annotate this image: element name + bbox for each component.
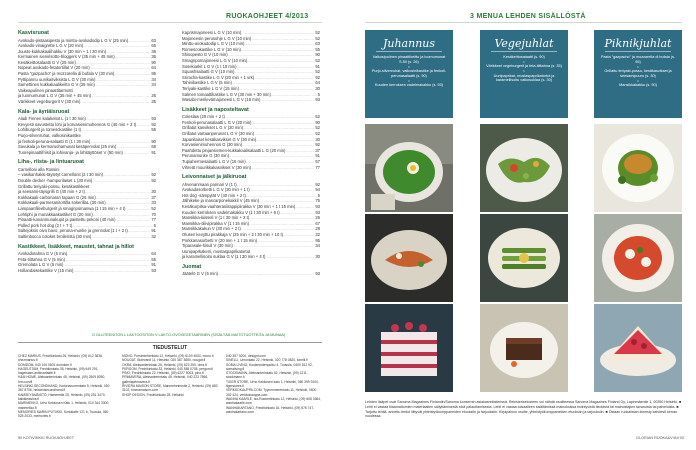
info-entry: SOMA LIVING, Koulenmäenpolku 4, Tuusula, 0400 512 92, somaliving.fi: [226, 362, 313, 371]
page-number: 90: [151, 138, 156, 144]
info-column: [226, 354, 322, 418]
leader-dots: [73, 268, 150, 274]
recipe-name: Avokadosorbetti L G V (30 min + 1 t): [182, 187, 250, 193]
page-number: 26: [151, 93, 156, 99]
header-rule-left: [18, 22, 322, 23]
page-number: 55: [315, 46, 320, 52]
photo-asparagus-dish: [480, 214, 568, 302]
recipe-name: Pyttipannu uunikasviksista L G V (30 min): [18, 76, 96, 82]
info-column: [122, 354, 218, 418]
page-number: 92: [151, 177, 156, 183]
recipe-name: Värikkeet vegeburgerit V (30 min): [18, 99, 81, 105]
info-entry: HAGELSTAM, Fredrikinkatu 35, Helsinki, (09) 649 291, hagelstam-antikvariaatti.fi: [18, 366, 99, 376]
recipe-name: Kukkakaali-parmesanitortilla sokerillaL (30 min): [18, 200, 106, 206]
section-title: Leivonnaiset ja jälkiruoat: [182, 174, 247, 181]
recipe-entry: [182, 271, 320, 277]
page-number: 68: [151, 144, 156, 150]
info-entry: PERGOM, Fredrikinkatu 33, Helsinki, 040 555 0705, pergom.fi: [122, 366, 214, 371]
recipe-name: Paahdettu pinjansiemen-kukkakaalisalaatti L G (20 min): [182, 147, 286, 153]
info-entry: OKRA, Aleksanterinkatu 26, Helsinki, (09) 623 250, okra.fi: [122, 362, 207, 367]
photo-fish-dish: [365, 214, 453, 302]
recipe-name: Samettinen kukkakaalikeitto G V (25 min): [18, 82, 95, 88]
page-number: 55: [151, 127, 156, 133]
leader-dots: [260, 97, 314, 103]
recipe-name: Mansikka-kiisseli V (1 t 30 min + 2 t): [182, 215, 250, 221]
recipe-name: Hot dog -sämpylät V (40 min + 2 t): [182, 192, 246, 198]
recipe-name: Kuuden kerroksen vadelmakakku V (1 t 30 min + 6 t): [182, 209, 280, 215]
recipe-name: Sosekiarkit L G V (1 t 10 min): [182, 63, 237, 69]
menu-bullet: •: [637, 77, 639, 83]
recipe-name: Fenkoli-perunasalaatti L G V (20 min): [182, 119, 252, 125]
menu-dish: Pasta "gazpacho" ja mozzarella di bufala (s. 95): [600, 55, 676, 64]
recipe-name: Wasabi-merilevämajoneesi L G V (15 min): [182, 97, 261, 103]
menu-card-juhannus: [365, 30, 453, 118]
menu-dish: Kesäkeittosalaatti (s. 90): [503, 55, 545, 59]
recipe-name: Saltimbocca cotoket broilerista (30 min): [18, 233, 92, 239]
recipe-name: Vihreät muurikkakasvikset V (30 min): [182, 164, 252, 170]
page-number: 26: [315, 215, 320, 221]
info-entry: SINELLI, Umonkatu 22, Helsinki, 020 778 0820, sinelli.fi: [226, 358, 308, 363]
recipe-name: Porkkanasorbetti V (20 min + 1 t 15 min): [182, 237, 258, 243]
recipe-name: Kesäkeittosalaatti G V (25 min): [18, 59, 76, 65]
recipe-name: Pulled pork hot dog (2 t + 7 t): [18, 222, 73, 228]
recipe-name: ja seesami-täysgrilli G (40 min + 2 t): [18, 189, 85, 195]
page-number: 92: [315, 181, 320, 187]
recipe-name: Tiparasale-hisuli V (30 min): [182, 243, 233, 249]
page-number: 91: [315, 63, 320, 69]
recipe-name: Perunamunke G (30 min): [182, 153, 230, 159]
menu-dish: Purjo-silvenruhat, valkosinikastike ja fenkoli-perunasalaatti (s. 90): [371, 69, 447, 78]
recipe-name: Teriyaki-kastike L G V (15 min): [182, 85, 239, 91]
page-number: 30: [315, 254, 320, 260]
recipe-name: Lampaanfileeburgerit ja smagnpomanwa (1 t 15 min + 4 t): [18, 205, 126, 211]
page-number: 5: [317, 91, 320, 97]
recipe-name: Romescokastike L G V (10 min): [182, 46, 241, 52]
menu-rule: [491, 51, 557, 52]
page-number: 93: [315, 204, 320, 210]
recipe-name: Shisopesto G V (10 min): [182, 52, 228, 58]
page-number: 34: [315, 243, 320, 249]
page-number: 36: [151, 48, 156, 54]
recipe-name: Ahvenanmaan pannari V (1 t): [182, 181, 237, 187]
page-number: 52: [315, 35, 320, 41]
menu-lines: [480, 55, 568, 83]
leader-dots: [80, 99, 150, 105]
page-number: 64: [151, 251, 156, 256]
page-number: 52: [315, 30, 320, 35]
page-number: 37: [315, 147, 320, 153]
leader-dots: [218, 271, 314, 277]
recipe-name: Juusto-kukkakaalihakku V (30 min + 1 t 30 min): [18, 48, 107, 54]
recipe-name: Majoneesin perusohje L G V (10 min): [182, 35, 252, 41]
section-title: Kastikkeet, lisäkkeet, maustet, tahnat ja hillot: [18, 243, 134, 250]
recipe-name: Uunipaprkakeni, mustaspaprikatortut: [182, 248, 251, 254]
page-number: 93: [151, 267, 156, 273]
info-entry: HELSINKI SECONDHAND, Korkeavuorenkatu 5, Helsinki, 050 367 8706, helsinkisecondhand.fi: [18, 384, 110, 393]
recipe-name: Avokadotahna G V (5 min): [18, 251, 68, 256]
info-entry: TIGER STORE, Urho Kekkosen katu 1, Helsinki, 050 399 9100, tigerstores.fi: [226, 379, 319, 389]
page-number: 91: [151, 228, 156, 234]
section-title: Kala- ja äyriäisruoat: [18, 108, 70, 115]
info-entry: 040 357 9200, designt.com: [226, 354, 266, 358]
recipe-name: Srirachа-kastike L G V (20 min + 1 vrk): [182, 74, 255, 80]
info-entry: VERKKOKAUPPA.COM, Tyynenmerenkatu 11, Helsinki, 0600 302 424, verkkokauppa.com: [226, 388, 317, 397]
info-entry: PINO, Fredrikinkatu 22, Helsinki, (09) 6227 5003, pino.fi: [122, 371, 204, 376]
menu-dish: Valkosipulinen pinaattikeitto ja luomumunat S.50 (s. 26): [372, 55, 446, 64]
recipe-name: Grillatut vartaanperunat L G V (30 min): [182, 131, 254, 136]
recipe-name: Tahinikastike L G V (5 min): [182, 80, 232, 86]
recipe-entry: [182, 165, 320, 171]
page-number: 32: [315, 232, 320, 237]
info-entry: MEMORIES MARIN PUTIIKKI, Korkkiatie 121 b, Tuusula, 050 525 2033, memories.fi: [18, 409, 109, 419]
recipe-name: ja luomumunat L G V (35 min + 45 min): [18, 93, 92, 99]
menu-rule: [376, 51, 442, 52]
recipe-name: ja fenkoli-peruna-salaatti G (1 t 30 min): [18, 138, 91, 144]
page-number: 77: [151, 217, 156, 223]
page-number: 52: [315, 114, 320, 120]
page-number: 36: [151, 54, 156, 60]
recipe-name: Aladi Finnen kalakeitot L (1 t 30 min): [18, 116, 86, 122]
section-title: Juomat: [182, 263, 202, 270]
photo-chocolate-dessert: [480, 304, 568, 392]
recipe-name: Mansikkakakun V (30 min + 2 t): [182, 226, 241, 232]
recipe-name: Lehtiphi ja munakkaakastiket G (20 min): [18, 211, 93, 217]
page-number: 32: [151, 233, 156, 239]
page-number: 92: [151, 121, 156, 127]
info-entry: WANHA KAARLE, Iso-Roobertinkatu 12, Helsinki, (09) 608 3364, wanhakaarle.com: [226, 396, 321, 406]
photo-strawberry-cake: [594, 304, 682, 392]
recipe-name: Minttu-avokadodip L G V (10 min): [182, 41, 245, 47]
info-entry: CHEZ MARIUS, Fredrikinkatu 26, Helsinki, (09) 612 3636, chezmarius.fi: [18, 354, 103, 363]
recipe-index-column-2: [182, 30, 320, 277]
info-entry: STOCKMANN, Aleksanterinkatu 52, Helsinki, (09) 1211, stockmann.fi: [226, 371, 308, 380]
page-number: 5: [153, 222, 156, 228]
recipe-entry: [182, 97, 320, 103]
page-number: 30: [315, 136, 320, 142]
leader-dots: [251, 165, 314, 171]
page-number: 52: [151, 205, 156, 211]
recipe-name: Gremolata L G V (5 min): [18, 262, 64, 268]
page-number: 91: [151, 262, 156, 268]
page-number: 30: [151, 189, 156, 195]
recipe-name: Salmen tomaattikastike L G V (30 min + 30 min): [182, 91, 271, 97]
page-header-left: RUOKAOHJEET 4/2013: [226, 12, 309, 20]
page-number: 63: [315, 41, 320, 47]
page-number: 52: [315, 69, 320, 75]
page-number: 34: [151, 76, 156, 82]
recipe-name: Hollandaisekastike V (15 min): [18, 267, 74, 273]
recipe-name: ja karamellisoitu suklaa G V (1 t 30 min + 4 t): [182, 254, 266, 260]
section-title: Kasvisruoat: [18, 30, 49, 36]
recipe-name: Kermainen sienirisotto-bloggers V (35 min + 45 min): [18, 54, 115, 60]
page-number: 91: [315, 153, 320, 159]
section-title: Liha-, riista- ja lintuaruoat: [18, 159, 84, 166]
header-rule-right: [365, 22, 682, 23]
info-entry: H&M HOME, Aleksanterinkatu 45, Helsinki, (09) 2509 8050, hm.com/fi: [18, 375, 106, 384]
recipe-name: Vaikeapulinen pinaattitarmotti: [18, 87, 73, 93]
menu-bullet: •: [523, 58, 525, 64]
photo-burger-plate: [594, 124, 682, 212]
page-number: 52: [315, 57, 320, 63]
info-entry: MARIMEKKO, Urho Kekkosen Katu 1, Helsinki, 010 344 3300, marimekko.fi: [18, 401, 110, 410]
menu-lines: [365, 55, 453, 88]
recipe-name: Carnelloni alla Rossini: [18, 166, 60, 172]
recipe-name: Japanilaiset kesäkasvikset G V (30 min): [182, 136, 257, 142]
menu-card-piknikjuhlat: [594, 30, 682, 118]
info-entry: RIVIERA MAISON STORE, Mannerheimintie 2, Helsinki, (09) 680 3102, rivieramaison.com: [122, 384, 218, 393]
page-number: 93: [315, 209, 320, 215]
page-number: 95: [315, 237, 320, 243]
recipe-name: Squashsalaatti G V (10 min): [182, 69, 235, 75]
recipe-name: Kesäkurpitsa-vaahterasiirappipiirakka V (30 min + 1 t 15 min): [182, 204, 296, 210]
leader-dots: [91, 234, 150, 240]
page-number: 67: [315, 220, 320, 226]
menu-title: Piknikjuhlat: [604, 37, 672, 50]
recipe-name: Mansikka-oliivipirakka V (1 t 15 min): [182, 220, 250, 226]
footer-right: GLORIAN RUOKA&VIINI 93: [636, 436, 684, 440]
legend-text: G GLUTEENITON L LAKTOOSITON V LAKTO-OVOVEGETAARINEN (SISÄLTÄÄ MAITOTUOTTEITA JA MUNAA): [92, 333, 286, 337]
recipe-name: Grillatut kasvikset L G V (20 min): [182, 125, 244, 131]
recipe-entry: [18, 268, 156, 274]
recipe-entry: [18, 150, 156, 156]
recipe-name: Kukkakaali-carbonaran tapaan G (25 min): [18, 194, 96, 200]
page-number: 90: [315, 119, 320, 125]
menu-card-vegejuhlat: [480, 30, 568, 118]
recipe-name: Grillattu teriyaki-possu, kesäkastikkeet: [18, 183, 90, 189]
photo-salad-plate: [480, 124, 568, 212]
recipe-name: Coleslaw (20 min + 2 t): [182, 114, 225, 120]
recipe-name: Jäätelö G V (5 min): [182, 271, 219, 277]
page-number: 90: [315, 52, 320, 58]
page-number: 28: [315, 226, 320, 232]
menu-bullet: •: [408, 63, 410, 69]
page-number: 91: [151, 149, 156, 155]
menu-dish: Kuuden kerroksen vadelmakakku (s. 93): [375, 83, 443, 88]
page-number: 92: [151, 172, 156, 178]
info-columns: [18, 351, 322, 418]
recipe-name: Purjo-silvenruhat, valkosinikastike: [18, 132, 81, 138]
recipe-name: Saltejoksin oivo bavo, peruna-munke ja grennolat (1 t + 2 t): [18, 228, 128, 234]
recipe-name: Savukala ja kermaruohamunat kesäpervolat (25 min): [18, 144, 117, 150]
photo-caption: Lehden lisäpet ovat Sanoma Magazines Finlandin/Sanoma konsernin asiakasrekisterissä. Rekisteriselosteen voi nähdä osoitteessa Sanoma Magazines Finland Oy, Lapinmäentie 1, 00350 Helsinki. ■ Lehti ei vastaa tilaamattomien materiaalien säilyttämisestä eikä palauttamisesta. Lehti ei vastaa toisaalleen sisältämissä mainoksissa esiintyvistä tiedoista tai mainostajien tavaroista tai palveluista. ■ Tarjottu lehtiä, annettu tiedot liittyvät yhteistyökumppaneiden etuuksiin ja tarjouksiin. Kirjapainon osoite, yhteistyökumppaneiden etuuksiin ja tarjouksiin. ■ Ostaan ruokalistan ilmeisty kahdesti kerran vuodessa.: [365, 400, 682, 419]
page-number: 93: [151, 116, 156, 122]
info-entry: WANHAKARTANO, Fredrikinkatu 16, Helsinki, (09) 676 747, wanhakartano.com: [226, 405, 315, 414]
page-number: 70: [151, 211, 156, 217]
menu-title: Vegejuhlat: [494, 37, 554, 50]
menu-rule: [605, 51, 671, 52]
info-box: [18, 342, 322, 430]
menu-bullet: •: [408, 77, 410, 83]
recipe-name: Nopeat avokado-fetatortillat V (20 min): [18, 65, 90, 71]
info-title: TIEDUSTELUT: [152, 345, 188, 351]
menu-lines: [594, 55, 682, 88]
footer-left: 90 KOTIVINKKI RUOKAOHJEET: [18, 436, 75, 440]
info-entry: MONO, Pursimiehenkatu 12, Helsinki, (09) 6100 4000, mono.fi: [122, 354, 214, 358]
leader-dots: [92, 178, 150, 184]
recipe-name: Jälhikeke ja mascarponekakkil V (45 min): [182, 198, 260, 204]
menu-dish: Mansikkakakku (s. 90): [619, 83, 657, 88]
page-number: 34: [151, 82, 156, 88]
menu-dish: Värikkeet vegeburgerit ja feta-tiittahna (s. 35): [486, 64, 562, 69]
page-number: 35: [151, 99, 156, 105]
info-entry: SHOP DESIGN, Fredrikinkatu 28, Helsinki: [122, 392, 184, 397]
recipe-entry: [18, 99, 156, 105]
page-number: 52: [315, 125, 320, 131]
leader-dots: [81, 127, 150, 133]
page-number: 57: [315, 158, 320, 164]
leader-dots: [95, 82, 151, 88]
recipe-name: Feta-tiittahna G V (5 min): [18, 256, 66, 262]
page-number: 63: [151, 37, 156, 43]
menu-dish: Grillattu teriyaki-possu, kesäkasvikset ja seesamipuuro (s. 30): [604, 69, 672, 78]
menu-bullet: •: [523, 68, 525, 74]
recipe-name: Avokado-vinaigrette L G V (20 min): [18, 43, 84, 49]
page-number: 90: [151, 59, 156, 65]
recipe-name: Pinaatti-kananmunakupit ja paistettu pekoni (40 min): [18, 217, 116, 223]
recipe-entry: [18, 234, 156, 240]
recipe-name: Lohiburgerit ja romesckastike (1 t): [18, 127, 82, 133]
recipe-name: Olusen kevyttu pirakkaja V (25 min + 2 t 30 min + 10 t): [182, 232, 284, 237]
info-entry: DOMDOM, 040 194 0801 domdom.fi: [18, 362, 72, 367]
section-title: Lisäkkeet ja naposteltavat: [182, 106, 249, 113]
info-entry: PRIMAVERA, Aleksanterinkatu 45, Helsinki, 040 223 7566, galleriaprimavera.fi: [122, 375, 209, 384]
page-number: 94: [315, 187, 320, 193]
page-number: 92: [315, 74, 320, 80]
page-number: 75: [315, 198, 320, 204]
recipe-name: Kevyesti savustettu lohi ja korvasienimuhennos G (40 min + 2 t): [18, 121, 137, 127]
recipe-name: Tuorepinaattifriisit ja lohivanja- ja lohitäyttöset V (50 min): [18, 149, 123, 155]
page-number: 52: [315, 131, 320, 136]
page-number: 93: [315, 271, 320, 277]
recipe-index-column-1: [18, 30, 156, 273]
page-number: 65: [151, 43, 156, 49]
info-entry: KAMSEYÄMÄISTÖ, Hämeentie 25, Helsinki, (09) 251 3470, kaikkielaviva.fi: [18, 392, 106, 401]
info-column: [18, 354, 114, 418]
recipe-name: Smagnpomajoneesi L G V (10 min): [182, 57, 248, 63]
page-number: 92: [315, 142, 320, 148]
recipe-name: Double decker -hampurilaiset L (30 min): [18, 177, 93, 183]
leader-dots: [123, 150, 151, 156]
leader-dots: [265, 254, 314, 260]
recipe-entry: [182, 254, 320, 260]
page-number: 30: [315, 85, 320, 91]
recipe-name: Pasta "gazpacho" ja mozzarella di bufala V (30 min): [18, 71, 115, 77]
page-number: 37: [151, 194, 156, 200]
recipe-name: – vasikanhakki-täytetyt carnellonit (2 t 30 min): [18, 172, 103, 178]
diet-legend: [92, 333, 322, 337]
page-number: 93: [315, 97, 320, 103]
photo-layer-cake: [365, 304, 453, 392]
page-number: 77: [315, 164, 320, 170]
menu-dish: Uunipaprikat, mustaspaprikatortut ja karamellisoitu valkosuklaa (s. 30): [493, 73, 555, 83]
page-number: 33: [151, 200, 156, 206]
menu-bullet: •: [637, 63, 639, 69]
page-number: 64: [315, 80, 320, 86]
photo-green-soup: [365, 124, 453, 212]
info-entry: NOUGAT, Bulevardi 11, Helsinki, 020 387 3880, nougat.fi: [122, 358, 206, 363]
recipe-name: Kaprismajoneesi L G V (10 min): [182, 30, 242, 35]
page-number: 64: [151, 65, 156, 71]
menu-title: Juhannus: [382, 37, 436, 50]
page-number: 95: [151, 71, 156, 77]
recipe-name: Tupiahermesalaatti L G V (15 min): [182, 158, 246, 164]
recipe-name: Korvasienimuhennos G (30 min): [182, 142, 243, 148]
recipe-name: Avokado-pistaasipesto ja minttu-avokadodip L G V (25 min): [18, 37, 129, 43]
page-number: 5: [317, 192, 320, 198]
photo-pasta-bowl: [594, 214, 682, 302]
page-number: 55: [151, 256, 156, 262]
page-header-right: 3 MENUA LEHDEN SISÄLLÖSTÄ: [470, 12, 586, 20]
